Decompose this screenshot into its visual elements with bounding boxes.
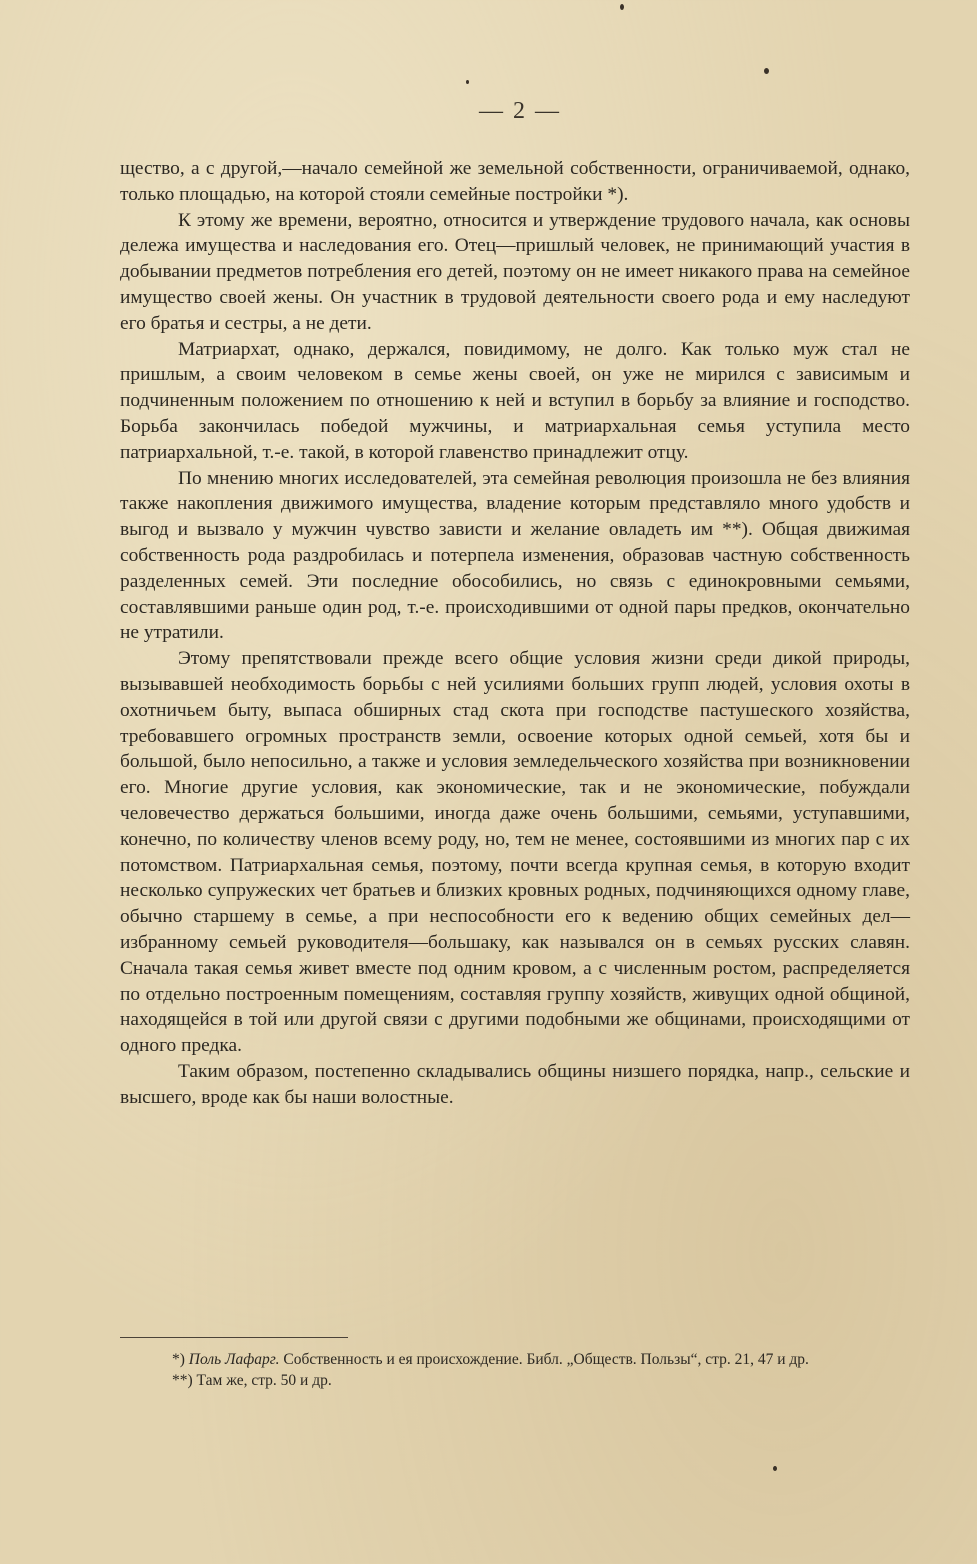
paragraph-5: Этому препятствовали прежде всего общие условия жизни среди дикой природы, вызывавшей необходимость борьбы с ней усилиями больших групп людей, условия охоты в охотничьем быту, выпаса обширных стад скота при господстве пастушеского хозяйства, требовавшего огромных пространств земли, освоение которых одной семьей, хотя бы и большой, было непосильно, а также и условия земледельческого хозяйства при возникновении его. Многие другие условия, как экономические, так и не экономические, побуждали человечество держаться большими, иногда даже очень большими, семьями, уступавшими, конечно, по количеству членов всему роду, но, тем не менее, состоявшими из многих пар с их потомством. Патриархальная семья, поэтому, почти всегда крупная семья, в которую входит несколько супружеских чет братьев и близких кровных родных, подчиняющихся одному главе, обычно старшему в семье, а при неспособности его к ведению общих семейных дел—избранному семьей руководителя—большаку, как назывался он в семьях русских славян. Сначала такая семья живет вместе под одним кровом, а с численным ростом, распределяется по отдельно построенным помещениям, составляя группу хозяйств, живущих одной общиной, находящейся в той или другой связи с другими подобными же общинами, происходящими от одного предка.	[120, 648, 910, 1057]
footnote-1-text: Собственность и ея происхождение. Библ. „Обществ. Пользы“, стр. 21, 47 и др.	[283, 1351, 809, 1368]
ink-speck	[764, 68, 769, 74]
paragraph-6: Таким образом, постепенно складывались общины низшего порядка, напр., сельские и высшего, вроде как бы наши волостные.	[120, 1060, 910, 1108]
footnote-1-marker: *)	[172, 1351, 185, 1368]
ink-speck	[773, 1466, 777, 1471]
paragraph-2: К этому же времени, вероятно, относится и утверждение трудового начала, как основы дележа имущества и наследования его. Отец—пришлый человек, не принимающий участия в добывании предметов потребления его детей, поэтому он не имеет никакого права на семейное имущество своей жены. Он участник в трудовой деятельности своего рода и ему наследуют его братья и сестры, а не дети.	[120, 209, 910, 334]
paragraph-3: Матриархат, однако, держался, повидимому, не долго. Как только муж стал не пришлым, а своим человеком в семье жены своей, он уже не мирился с зависимым и подчиненным положением по отношению к ней и вступил в борьбу за влияние и господство. Борьба закончилась победой мужчины, и матриархальная семья уступила место патриархальной, т.-е. такой, в которой главенство принадлежит отцу.	[120, 338, 910, 463]
footnote-2	[120, 1370, 910, 1391]
footnotes	[120, 1349, 910, 1391]
ink-speck	[620, 4, 624, 10]
body-text	[120, 156, 910, 1110]
footnote-divider	[120, 1337, 348, 1338]
page-number: — 2 —	[479, 98, 561, 124]
footnote-1	[120, 1349, 910, 1370]
footnote-2-marker: **)	[172, 1372, 193, 1389]
paragraph-4: По мнению многих исследователей, эта семейная революция произошла не без влияния также накопления движимого имущества, владение которым представляло много удобств и выгод и вызвало у мужчин чувство зависти и желание овладеть им **). Общая движимая собственность рода раздробилась и потерпела изменения, образовав частную собственность разделенных семей. Эти последние обособились, но связь с единокровными семьями, составлявшими раньше один род, т.-е. происходившими от одной пары предков, окончательно не утратили.	[120, 467, 910, 644]
footnote-2-text: Там же, стр. 50 и др.	[196, 1372, 332, 1389]
footnote-1-author: Поль Лафарг.	[188, 1351, 280, 1368]
ink-speck	[466, 80, 469, 84]
paragraph-1: щество, а с другой,—начало семейной же земельной собственности, ограничиваемой, однако, только площадью, на которой стояли семейные постройки *).	[120, 158, 910, 205]
